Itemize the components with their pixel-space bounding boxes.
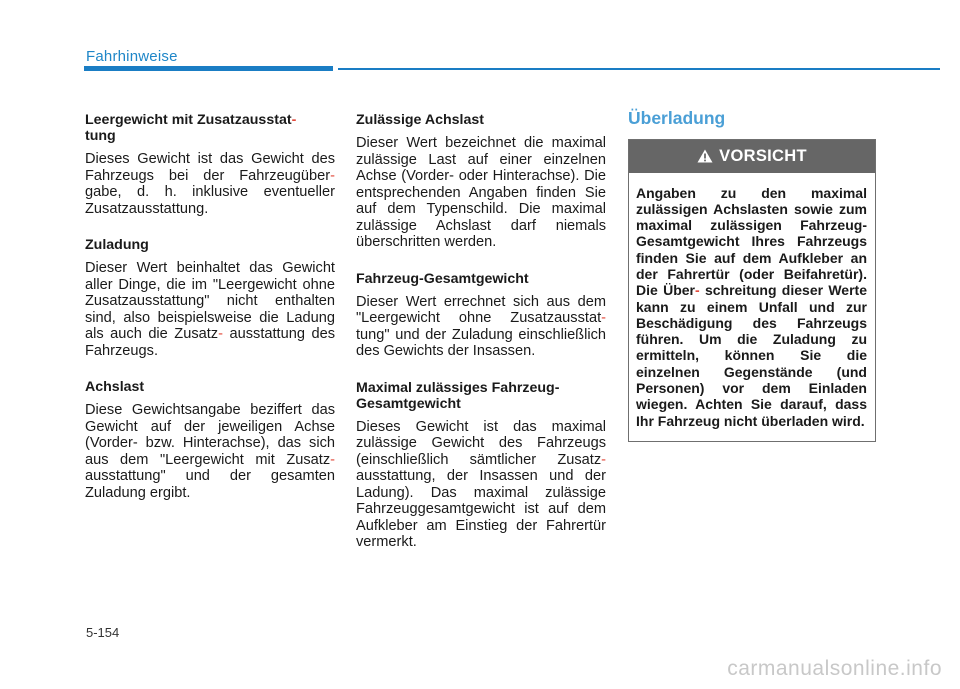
- body-zulaessige-achslast: Dieser Wert bezeichnet die maximal zulässige Last auf einer einzelnen Achse (Vorder- oder Hinterachse). Die entsprechenden Angaben finden Sie auf dem Typenschild. Die maximal zulässige Achslast darf niemals überschritten werden.: [356, 135, 606, 250]
- column-3: [628, 110, 878, 442]
- header-rule-thin: [338, 68, 940, 70]
- page-number: 5-154: [86, 625, 120, 640]
- caution-label: VORSICHT: [719, 146, 807, 165]
- heading-ueberladung: Überladung: [628, 108, 726, 128]
- caution-box: [628, 139, 876, 442]
- watermark: carmanualsonline.info: [727, 657, 942, 680]
- caution-header: [629, 140, 875, 173]
- body-leergewicht: Dieses Gewicht ist das Gewicht des Fahrzeugs bei der Fahrzeugüber- gabe, d. h. inklusive eventueller Zusatzausstattung.: [85, 151, 335, 217]
- header-rule-thick: [84, 66, 333, 71]
- heading-zuladung: Zuladung: [85, 237, 149, 253]
- heading-fahrzeug-gesamtgewicht: Fahrzeug-Gesamtgewicht: [356, 270, 529, 287]
- body-fahrzeug-gesamtgewicht: Dieser Wert errechnet sich aus dem "Leergewicht ohne Zusatzausstat- tung" und der Zuladung einschließlich des Gewichts der Insassen.: [356, 293, 606, 359]
- column-2: [356, 112, 606, 551]
- heading-achslast: Achslast: [85, 379, 145, 395]
- heading-zulaessige-achslast: Zulässige Achslast: [356, 112, 484, 128]
- body-zuladung: Dieser Wert beinhaltet das Gewicht aller Dinge, die im "Leergewicht ohne Zusatzausstattung" nicht enthalten sind, also beispielsweise die Ladung als auch die Zusatz- ausstattung des Fahrzeugs.: [85, 260, 335, 359]
- warning-triangle-icon: [697, 149, 713, 163]
- heading-max-gesamtgewicht: Maximal zulässiges Fahrzeug-Gesamtgewicht: [356, 379, 560, 412]
- body-achslast: Diese Gewichtsangabe beziffert das Gewicht auf der jeweiligen Achse (Vorder- bzw. Hinterachse), das sich aus dem "Leergewicht mit Zusatz- ausstattung" und der gesamten Zuladung ergibt.: [85, 402, 335, 501]
- body-max-gesamtgewicht: Dieses Gewicht ist das maximal zulässige Gewicht des Fahrzeugs (einschließlich sämtlicher Zusatz- ausstattung, der Insassen und der Ladung). Das maximal zulässige Fahrzeuggesamtgewicht ist auf dem Aufkleber am Einstieg der Fahrertür vermerkt.: [356, 418, 606, 550]
- heading-leergewicht: Leergewicht mit Zusatzausstat- tung: [85, 112, 297, 144]
- caution-text: Angaben zu den maximal zulässigen Achslasten sowie zum maximal zulässigen Fahrzeug- Gesamtgewicht Ihres Fahrzeugs finden Sie auf dem Aufkleber an der Fahrertür (oder Beifahretür). Die Über- schreitung dieser Werte kann zu einem Unfall und zur Beschädigung des Fahrzeugs führen. Um die Zuladung zu ermitteln, können Sie die einzelnen Gegenstände (und Personen) vor dem Einladen wiegen. Achten Sie darauf, dass Ihr Fahrzeug nicht überladen wird.: [636, 184, 867, 429]
- column-1: [85, 112, 335, 501]
- section-title: Fahrhinweise: [86, 48, 178, 65]
